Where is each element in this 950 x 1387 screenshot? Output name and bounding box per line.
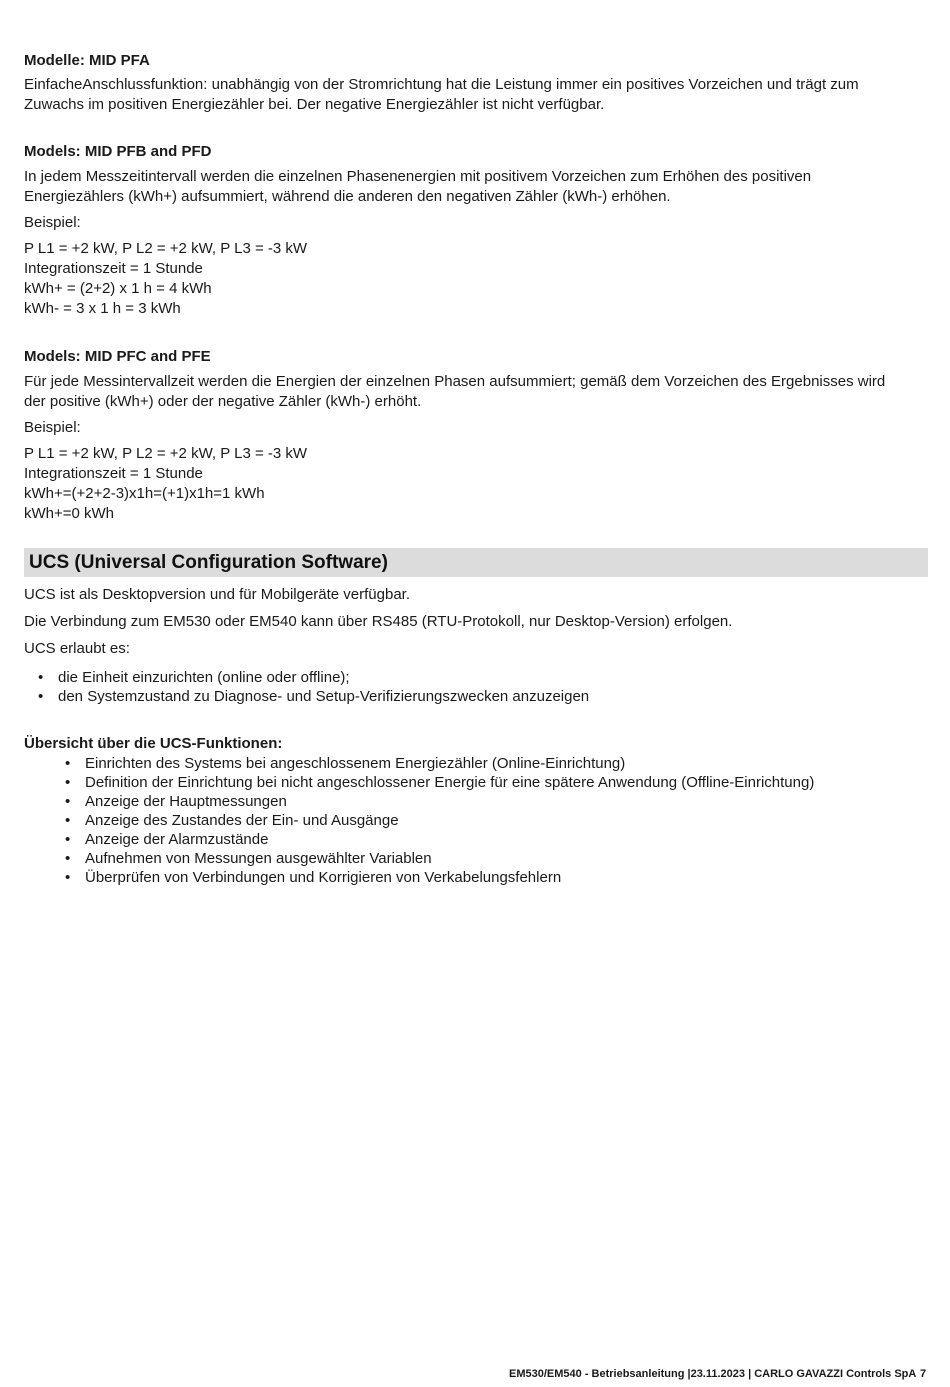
- list-item: • Anzeige der Alarmzustände: [85, 830, 928, 849]
- section-heading: Models: MID PFB and PFD: [24, 143, 212, 160]
- ucs-capabilities-list: [24, 668, 928, 706]
- ucs-overview: [24, 734, 928, 887]
- list-item: • Anzeige des Zustandes der Ein- und Ausgänge: [85, 811, 928, 830]
- list-item: • Anzeige der Hauptmessungen: [85, 792, 928, 811]
- list-item: • Überprüfen von Verbindungen und Korrigieren von Verkabelungsfehlern: [85, 868, 928, 887]
- section-heading: Models: MID PFC and PFE: [24, 348, 211, 365]
- paragraph: Die Verbindung zum EM530 oder EM540 kann über RS485 (RTU-Protokoll, nur Desktop-Version) erfolgen.: [24, 613, 733, 630]
- paragraph-line: Energiezählers (kWh+) aufsummiert, während die anderen den negativen Zähler (kWh-) erhöhen.: [24, 188, 671, 205]
- list-item: • die Einheit einzurichten (online oder offline);: [58, 668, 928, 687]
- example-line: P L1 = +2 kW, P L2 = +2 kW, P L3 = -3 kW: [24, 445, 308, 462]
- list-item: • Aufnehmen von Messungen ausgewählter Variablen: [85, 849, 928, 868]
- section-pfc-pfe: [24, 347, 928, 524]
- section-heading: Modelle: MID PFA: [24, 52, 150, 69]
- example-line: Integrationszeit = 1 Stunde: [24, 260, 203, 277]
- example-label: Beispiel:: [24, 419, 81, 436]
- ucs-intro: [24, 585, 928, 706]
- paragraph-line: Zuwachs im positiven Energiezähler bei. Der negative Energiezähler ist nicht verfügbar.: [24, 96, 605, 113]
- footer-text: EM530/EM540 - Betriebsanleitung |23.11.2023 | CARLO GAVAZZI Controls SpA: [509, 1368, 917, 1380]
- example-line: kWh- = 3 x 1 h = 3 kWh: [24, 300, 181, 317]
- paragraph-line: EinfacheAnschlussfunktion: unabhängig von der Stromrichtung hat die Leistung immer ein positives Vorzeichen und trägt zum: [24, 76, 859, 93]
- example-line: kWh+=(+2+2-3)x1h=(+1)x1h=1 kWh: [24, 485, 265, 502]
- paragraph-line: Für jede Messintervallzeit werden die Energien der einzelnen Phasen aufsummiert; gemäß dem Vorzeichen des Ergebnisses wird: [24, 373, 886, 390]
- page-number: 7: [920, 1368, 927, 1380]
- ucs-section-title: UCS (Universal Configuration Software): [29, 552, 388, 573]
- paragraph-line: In jedem Messzeitintervall werden die einzelnen Phasenenergien mit positivem Vorzeichen zum Erhöhen des positiven: [24, 168, 812, 185]
- section-pfa: [24, 51, 928, 115]
- paragraph-line: der positive (kWh+) oder der negative Zähler (kWh-) erhöht.: [24, 393, 422, 410]
- paragraph: UCS ist als Desktopversion und für Mobilgeräte verfügbar.: [24, 586, 411, 603]
- example-label: Beispiel:: [24, 214, 81, 231]
- example-line: Integrationszeit = 1 Stunde: [24, 465, 203, 482]
- example-line: P L1 = +2 kW, P L2 = +2 kW, P L3 = -3 kW: [24, 240, 308, 257]
- overview-heading: Übersicht über die UCS-Funktionen:: [24, 735, 283, 752]
- ucs-section-banner: [24, 548, 928, 577]
- list-item: • den Systemzustand zu Diagnose- und Setup-Verifizierungszwecken anzuzeigen: [58, 687, 928, 706]
- example-line: kWh+ = (2+2) x 1 h = 4 kWh: [24, 280, 212, 297]
- example-line: kWh+=0 kWh: [24, 505, 115, 522]
- list-item: • Einrichten des Systems bei angeschlossenem Energiezähler (Online-Einrichtung): [85, 754, 928, 773]
- paragraph: UCS erlaubt es:: [24, 640, 130, 657]
- list-item: • Definition der Einrichtung bei nicht angeschlossener Energie für eine spätere Anwendung (Offline-Einrichtung): [85, 773, 928, 792]
- ucs-features-list: [24, 754, 928, 887]
- section-pfb-pfd: [24, 142, 928, 319]
